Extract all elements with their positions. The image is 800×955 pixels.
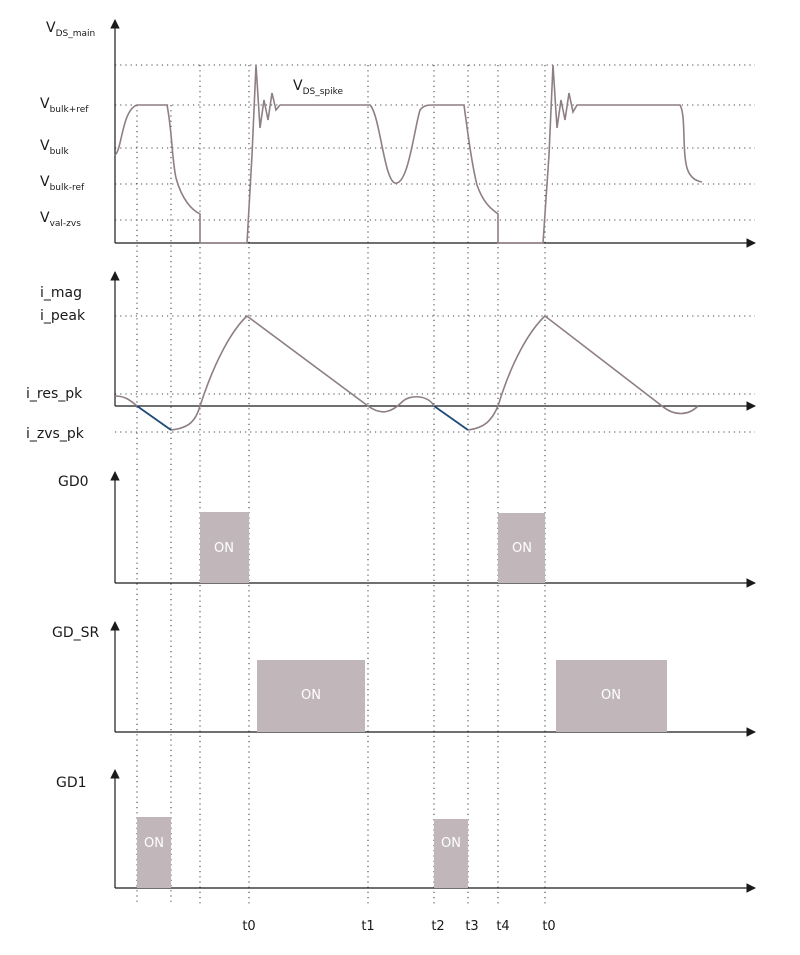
- vds-name: $V_{DS\_main}$: [46, 20, 96, 39]
- imag-level-label-zvs: i_zvs_pk: [26, 426, 84, 442]
- gdsr-name: GD_SR: [52, 625, 100, 641]
- vds-level-label-1: $V_{bulk}$: [40, 138, 69, 157]
- gd0-pulse-2-label: ON: [512, 541, 532, 556]
- time-marker-labels: [242, 919, 555, 934]
- imag-zvs-segment-2: [434, 406, 468, 430]
- time-marker-t1: t1: [361, 919, 375, 934]
- gd1-pulse-2: [434, 819, 468, 888]
- imag-name: i_mag: [40, 285, 82, 301]
- imag-waveform: [115, 316, 698, 430]
- vds-panel: [40, 20, 755, 243]
- vds-waveform: [115, 65, 702, 243]
- gdsr-panel: [52, 622, 755, 732]
- imag-zvs-segment-1: [137, 406, 171, 430]
- imag-level-label-res: i_res_pk: [26, 386, 83, 402]
- vds-level-label-0: $V_{bulk+ref}$: [40, 96, 89, 115]
- time-marker-t3: t3: [465, 919, 479, 934]
- vds-level-label-3: $V_{val-zvs}$: [40, 210, 81, 229]
- time-marker-t0b: t0: [542, 919, 556, 934]
- gd1-pulse-1-label: ON: [144, 836, 164, 851]
- gd1-panel: [56, 770, 755, 888]
- gdsr-pulse-2-label: ON: [601, 688, 621, 703]
- vds-level-label-2: $V_{bulk-ref}$: [40, 174, 85, 193]
- gd1-name: GD1: [56, 775, 87, 791]
- imag-panel: [26, 272, 755, 442]
- time-marker-t4: t4: [496, 919, 510, 934]
- gd0-name: GD0: [58, 474, 89, 490]
- vds-spike-label: $V_{DS\_spike}$: [293, 78, 344, 97]
- gd1-pulse-1: [137, 817, 171, 888]
- gd0-panel: [58, 472, 755, 583]
- gdsr-pulse-1-label: ON: [301, 688, 321, 703]
- gd0-pulse-1-label: ON: [214, 541, 234, 556]
- imag-level-label-peak: i_peak: [40, 308, 86, 324]
- time-marker-t2: t2: [431, 919, 445, 934]
- time-marker-t0: t0: [242, 919, 256, 934]
- time-guides: [137, 65, 545, 905]
- gd1-pulse-2-label: ON: [441, 836, 461, 851]
